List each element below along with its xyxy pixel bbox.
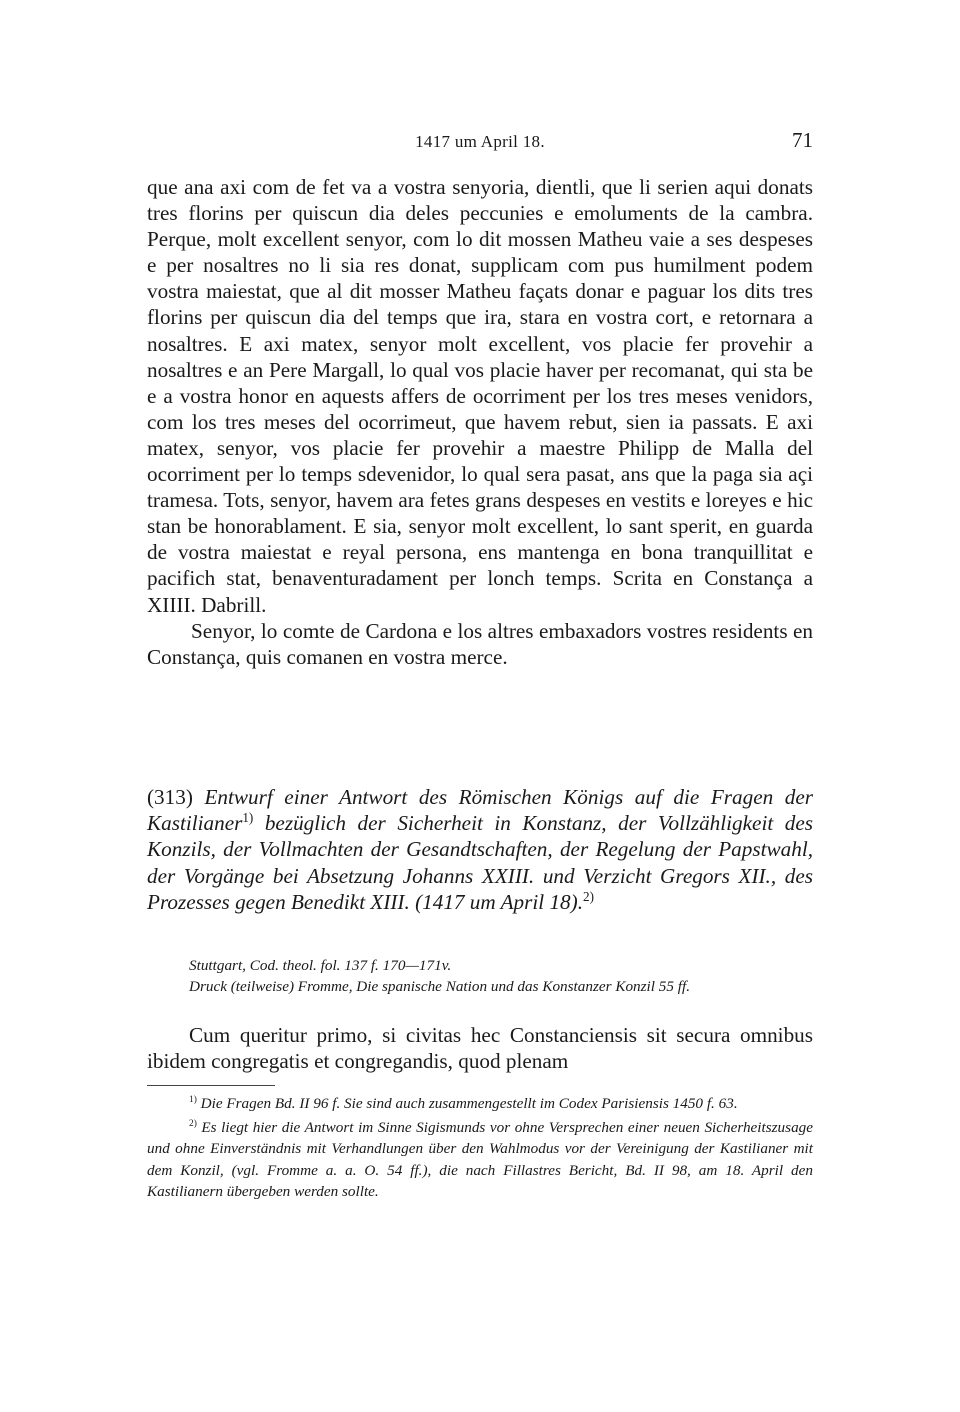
footnote-rule bbox=[147, 1085, 275, 1086]
body-paragraph: Senyor, lo comte de Cardona e los altres embaxadors vostres residents en Constança, quis comanen en vostra merce. bbox=[147, 618, 813, 669]
document-number: (313) bbox=[147, 785, 193, 809]
footnote-mark: 2) bbox=[189, 1118, 197, 1129]
footnotes bbox=[147, 1093, 813, 1205]
footnote-mark: 1) bbox=[189, 1094, 197, 1105]
manuscript-source: Stuttgart, Cod. theol. fol. 137 f. 170—171v. bbox=[189, 957, 452, 974]
footnote-text: Die Fragen Bd. II 96 f. Sie sind auch zusammengestellt im Codex Parisiensis 1450 f. 63. bbox=[200, 1095, 738, 1112]
heading-text: bezüglich der Sicherheit in Konstanz, der Vollzähligkeit des Konzils, der Vollmachten der Gesandtschaften, der Regelung der Papstwahl, der Vorgänge bei Absetzung Johanns XXIII. und Verzicht Gregors XII., des Prozesses gegen Benedikt XIII. (1417 um April 18). bbox=[147, 811, 813, 914]
running-title: 1417 um April 18. bbox=[415, 132, 545, 151]
footnote-ref: 2) bbox=[583, 888, 594, 904]
heading-text: Entwurf einer Antwort des Römischen Königs auf die Fragen der Kastilianer bbox=[147, 785, 813, 836]
main-text bbox=[147, 174, 813, 670]
source-note bbox=[147, 955, 813, 997]
document-heading bbox=[147, 784, 813, 915]
footnote bbox=[147, 1093, 813, 1115]
footnote bbox=[147, 1117, 813, 1203]
print-source: Druck (teilweise) Fromme, Die spanische Nation und das Konstanzer Konzil 55 ff. bbox=[189, 978, 691, 995]
page-number: 71 bbox=[792, 128, 813, 152]
document-incipit: Cum queritur primo, si civitas hec Constanciensis sit secura omnibus ibidem congregatis et congregandis, quod plenam bbox=[147, 1023, 813, 1074]
page-header bbox=[147, 128, 813, 158]
body-paragraph: que ana axi com de fet va a vostra senyoria, dientli, que li serien aqui donats tres florins per quiscun dia deles peccunies e emoluments de la cambra. Perque, molt excellent senyor, com lo dit mossen Matheu vaie a ses despeses e per nosaltres no li sia res donat, supplicam com pus humilment podem vostra maiestat, que al dit mosser Matheu façats donar e paguar los dits tres florins per quiscun dia del temps que ira, stara en vostra cort, e retornara a nosaltres. E axi matex, senyor molt excellent, vos placie fer provehir a nosaltres e an Pere Margall, lo qual vos placie haver per recomanat, qui sta be e a vostra honor en aquests affers de ocorriment per los tres meses venidors, com los tres meses del ocorrimeut, que havem rebut, sien ia passats. E axi matex, senyor, vos placie fer provehir a maestre Philipp de Malla del ocorriment per lo temps sdevenidor, lo qual sera pasat, ans que la paga sia açi tramesa. Tots, senyor, havem ara fetes grans despeses en vestits e loreyes e hic stan be honorablament. E sia, senyor molt excellent, lo sant sperit, en guarda de vostra maiestat e reyal persona, ens mantenga en bona tranquillitat e pacifich stat, benaventuradament per lonch temps. Scrita en Constança a XIIII. Dabrill. bbox=[147, 175, 813, 617]
footnote-ref: 1) bbox=[242, 810, 254, 826]
footnote-text: Es liegt hier die Antwort im Sinne Sigismunds vor ohne Versprechen einer neuen Sicherheitszusage und ohne Einverständnis mit Verhandlungen über den Wahlmodus vor der Vereinigung der Kastilianer mit dem Konzil, (vgl. Fromme a. a. O. 54 ff.), die nach Fillastres Bericht, Bd. II 98, am 18. April den Kastilianern übergeben werden sollte. bbox=[147, 1118, 813, 1201]
